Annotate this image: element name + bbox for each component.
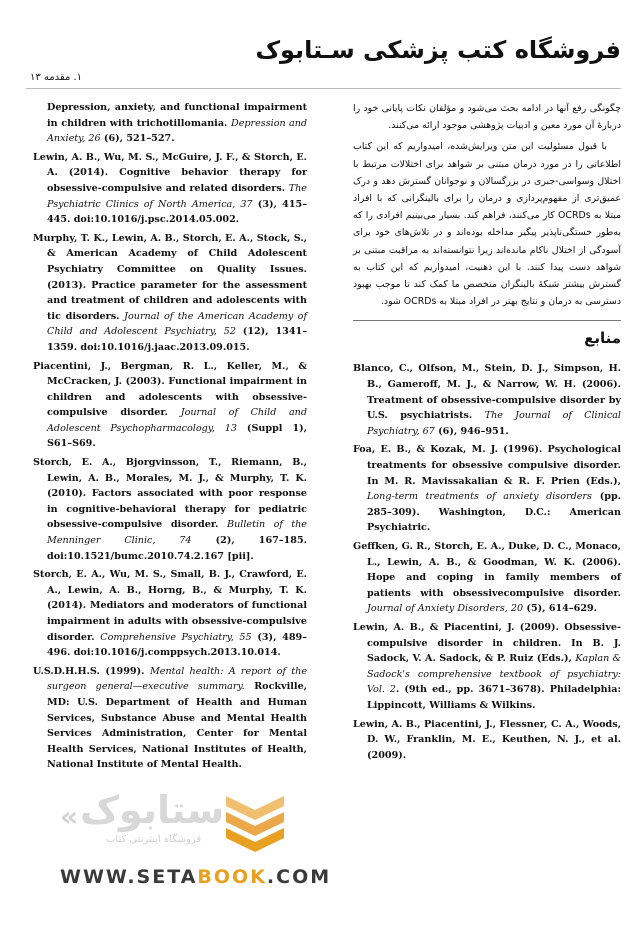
double-arrow-icon: «: [60, 800, 79, 833]
site-url[interactable]: WWW.SETABOOK.COM: [60, 866, 332, 888]
header-divider: [26, 88, 621, 89]
left-column: [33, 100, 307, 776]
reference-entry: Lewin, A. B., Piacentini, J., Flessner, C. A., Woods, D. W., Franklin, M. E., Keuthen, N. J., et al. (2009).: [353, 718, 621, 761]
body-paragraph: چگونگی رفع آنها در ادامه بحث می‌شود و مؤلفان نکات پایانی خود را دربارهٔ آن مورد معین و ادبیات پژوهشی موجود ارائه می‌کنند.: [353, 103, 621, 132]
reference-entry: Storch, E. A., Wu, M. S., Small, B. J., Crawford, E. A., Lewin, A. B., Horng, B., & Murphy, T. K. (2014). Mediators and moderators of functional impairment in adults with obsessive-compulsive disorder. Comprehensive Psychiatry, 55 (3), 489–496. doi:10.1016/j.comppsych.2013.10.014.: [33, 569, 307, 659]
reference-entry: Lewin, A. B., & Piacentini, J. (2009). Obsessive-compulsive disorder in children. In B. J. Sadock, V. A. Sadock, & P. Ruiz (Eds.), Kaplan & Sadock's comprehensive textbook of psychiatry: Vol. 2. (9th ed., pp. 3671–3678). Philadelphia: Lippincott, Williams & Wilkins.: [353, 621, 621, 711]
store-title: فروشگاه کتب پزشکی سـتابوک: [255, 36, 621, 64]
reference-entry: Blanco, C., Olfson, M., Stein, D. J., Simpson, H. B., Gameroff, M. J., & Narrow, W. H. (2006). Treatment of obsessive-compulsive disorder by U.S. psychiatrists. The Journal of Clinical Psychiatry, 67 (6), 946–951.: [353, 363, 621, 437]
reference-entry: Piacentini, J., Bergman, R. L., Keller, M., & McCracken, J. (2003). Functional impairment in children and adolescents with obsessive-compulsive disorder. Journal of Child and Adolescent Psychopharmacology, 13 (Suppl 1), S61–S69.: [33, 360, 308, 450]
setabook-logo: [60, 786, 360, 856]
body-paragraph: با قبول مسئولیت این متن ویرایش‌شده، امیدواریم که این کتاب اطلاعاتی را در مورد درمان مبتنی بر شواهد برای اختلالات مرتبط با اختلال وسواسی-جبری در بزرگسالان و نوجوانان گسترش دهد و درک عمیق‌تری از مفهوم‌پردازی و درمان را برای بالینگرانی که با افراد مبتلا به OCRDs کار می‌کنند، فراهم کند. بسیار می‌بینیم افرادی را که به‌طور خستگی‌ناپذیر پیگیر مداخله بوده‌اند و در تلاش‌های خود برای آسودگی از اختلال ناکام مانده‌اند زیرا نتوانسته‌اند به مراقبت مبتنی بر شواهد دست پیدا کنند. با این ذهنیت، امیدواریم که این کتاب به گسترش بیشتر شبکهٔ بالینگران متخصص ما کمک کند تا موجب بهبود دسترسی به درمان و نتایج بهتر در افراد مبتلا به OCRDs شود.: [353, 141, 621, 308]
reference-entry: Foa, E. B., & Kozak, M. J. (1996). Psychological treatments for obsessive compulsive disorder. In M. R. Mavissakalian & R. F. Prien (Eds.), Long-term treatments of anxiety disorders (pp. 285–309). Washington, D.C.: American Psychiatric.: [353, 444, 622, 534]
page-marker: ۱. مقدمه ۱۳: [30, 72, 83, 83]
reference-entry: Murphy, T. K., Lewin, A. B., Storch, E. A., Stock, S., & American Academy of Child Adolescent Psychiatry Committee on Quality Issues. (2013). Practice parameter for the assessment and treatment of children and adolescents with tic disorders. Journal of the American Academy of Child and Adolescent Psychiatry, 52 (12), 1341–1359. doi:10.1016/j.jaac.2013.09.015.: [33, 232, 308, 353]
chevron-stack-icon: [220, 790, 290, 854]
references-heading: منابع: [584, 329, 621, 348]
brand-tagline: فروشگاه اینترنتی کتاب: [106, 834, 202, 845]
reference-entry: Depression, anxiety, and functional impairment in children with trichotillomania. Depression and Anxiety, 26 (6), 521–527.: [47, 102, 308, 145]
brand-wordmark: ستابوک: [80, 788, 225, 832]
right-column: [353, 100, 621, 766]
reference-entry: Geffken, G. R., Storch, E. A., Duke, D. C., Monaco, L., Lewin, A. B., & Goodman, W. K. (2006). Hope and coping in family members of patients with obsessivecompulsive disorder. Journal of Anxiety Disorders, 20 (5), 614–629.: [353, 540, 621, 615]
reference-entry: Storch, E. A., Bjorgvinsson, T., Riemann, B., Lewin, A. B., Morales, M. J., & Murphy, T. K. (2010). Factors associated with poor response in cognitive-behavioral therapy for pediatric obsessive-compulsive disorder. Bulletin of the Menninger Clinic, 74 (2), 167–185. doi:10.1521/bumc.2010.74.2.167 [pii].: [33, 457, 307, 562]
reference-entry: U.S.D.H.H.S. (1999). Mental health: A report of the surgeon general—executive summary. Rockville, MD: U.S. Department of Health and Human Services, Substance Abuse and Mental Health Services Administration, Center for Mental Health Services, National Institutes of Health, National Institute of Mental Health.: [33, 665, 308, 771]
reference-entry: Lewin, A. B., Wu, M. S., McGuire, J. F., & Storch, E. A. (2014). Cognitive behavior therapy for obsessive-compulsive and related disorders. The Psychiatric Clinics of North America, 37 (3), 415–445. doi:10.1016/j.psc.2014.05.002.: [33, 151, 307, 226]
section-divider: [353, 320, 621, 321]
